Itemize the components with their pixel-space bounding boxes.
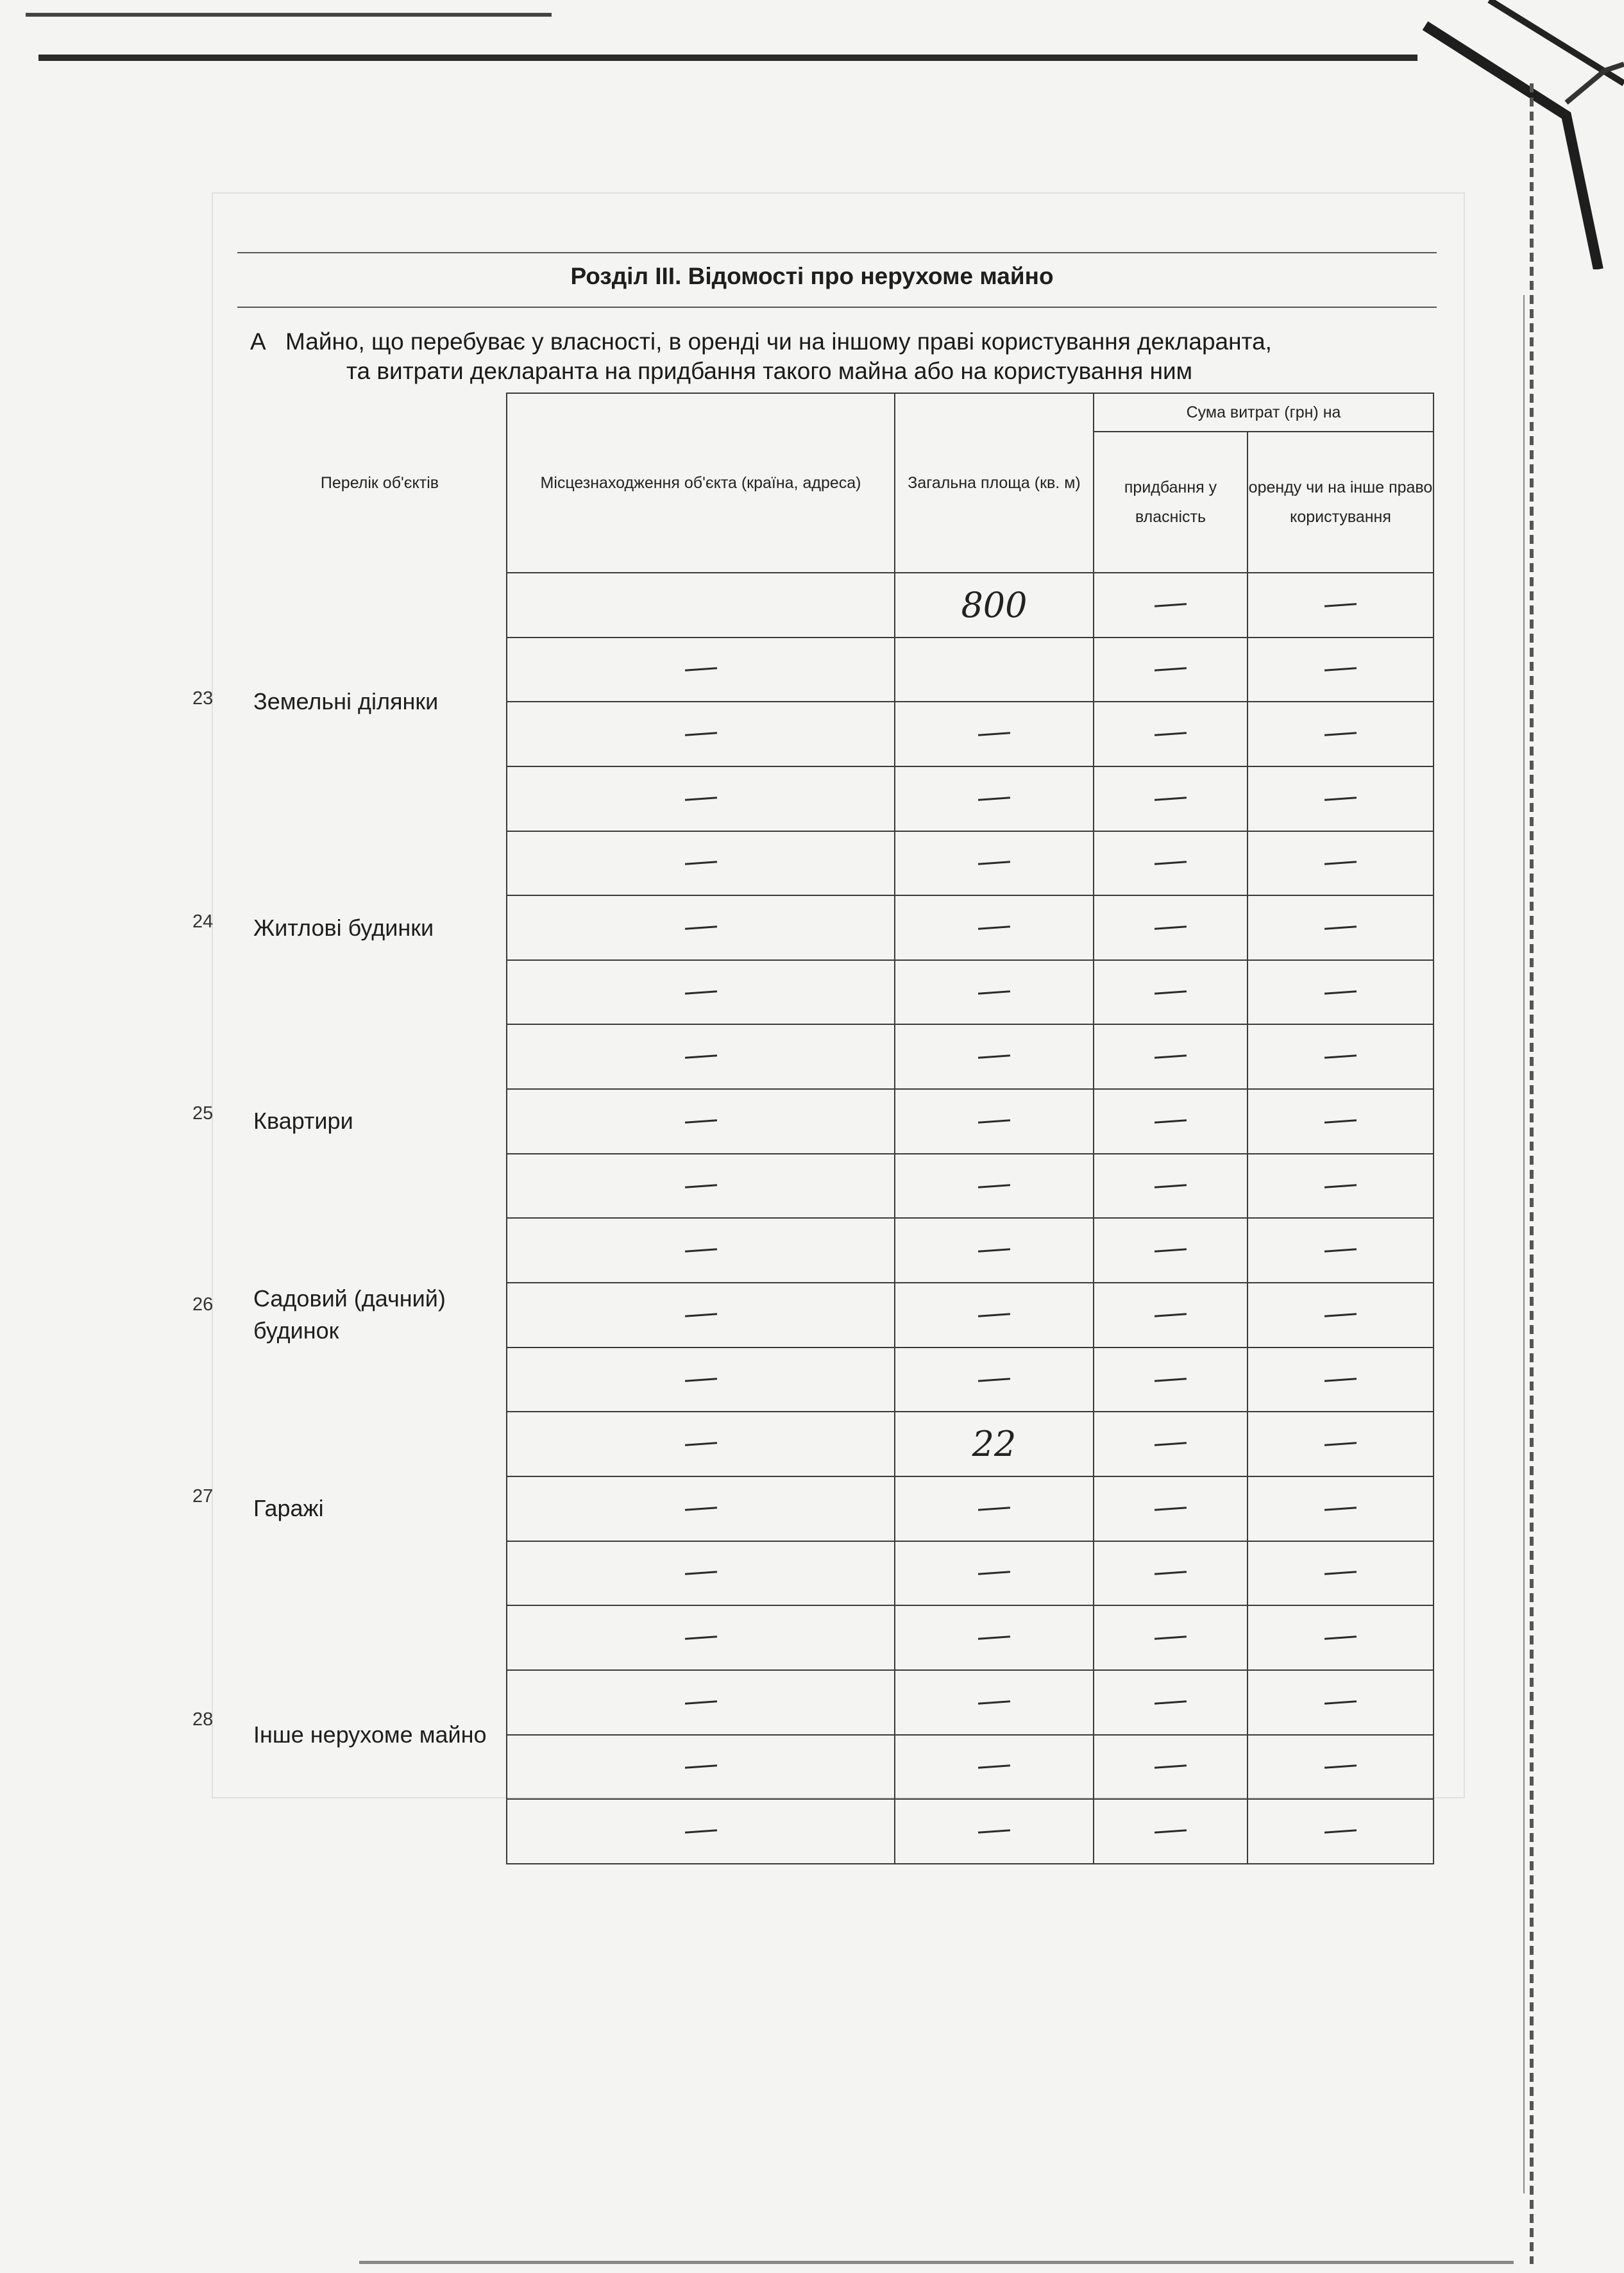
- cell-area: [895, 702, 1094, 766]
- cell-area: [895, 1799, 1094, 1864]
- handwritten-dash: [978, 1635, 1010, 1639]
- handwritten-dash: [978, 861, 1010, 865]
- category-label: [253, 831, 507, 1025]
- category-label-text: Земельні ділянки: [253, 688, 439, 715]
- cell-area: [895, 1283, 1094, 1348]
- cell-location: [507, 1218, 895, 1283]
- cell-purchase: [1094, 1154, 1248, 1219]
- cell-rent: [1248, 1735, 1434, 1800]
- cell-location: [507, 1799, 895, 1864]
- cell-purchase: [1094, 1735, 1248, 1800]
- handwritten-dash: [1324, 1765, 1357, 1769]
- header-area: Загальна площа (кв. м): [895, 393, 1094, 573]
- cell-location: [507, 573, 895, 638]
- handwritten-dash: [1324, 1313, 1357, 1317]
- cell-purchase: [1094, 1089, 1248, 1154]
- handwritten-dash: [1324, 1184, 1357, 1188]
- section-title: Розділ III. Відомості про нерухоме майно: [570, 263, 1054, 289]
- handwritten-dash: [684, 1635, 716, 1639]
- handwritten-dash: [1155, 1829, 1187, 1833]
- handwritten-dash: [1324, 732, 1357, 736]
- handwritten-dash: [1324, 1055, 1357, 1059]
- handwritten-dash: [978, 1119, 1010, 1123]
- cell-purchase: [1094, 766, 1248, 831]
- table-row: [253, 1024, 1434, 1089]
- handwritten-dash: [1155, 1507, 1187, 1510]
- handwritten-dash: [684, 1829, 716, 1833]
- cell-purchase: [1094, 573, 1248, 638]
- handwritten-dash: [684, 1184, 716, 1188]
- cell-purchase: [1094, 1412, 1248, 1476]
- cell-purchase: [1094, 1541, 1248, 1606]
- category-label-text: Садовий (дачний) будинок: [253, 1285, 446, 1344]
- handwritten-dash: [684, 797, 716, 800]
- handwritten-dash: [1155, 732, 1187, 736]
- handwritten-dash: [1324, 603, 1357, 607]
- cell-area: [895, 895, 1094, 960]
- handwritten-dash: [1155, 668, 1187, 672]
- handwritten-dash: [978, 1184, 1010, 1188]
- cell-rent: [1248, 960, 1434, 1025]
- cell-purchase: [1094, 1476, 1248, 1541]
- cell-rent: [1248, 1476, 1434, 1541]
- cell-location: [507, 1605, 895, 1670]
- handwritten-dash: [684, 1119, 716, 1123]
- handwritten-dash: [684, 1313, 716, 1317]
- handwritten-value: 800: [961, 584, 1028, 625]
- table-row: [253, 1605, 1434, 1670]
- handwritten-dash: [1155, 797, 1187, 800]
- cell-rent: [1248, 766, 1434, 831]
- cell-purchase: [1094, 1605, 1248, 1670]
- cell-location: [507, 1670, 895, 1735]
- handwritten-dash: [1324, 1378, 1357, 1382]
- cell-rent: [1248, 638, 1434, 702]
- table-row: [253, 1412, 1434, 1476]
- handwritten-dash: [1155, 603, 1187, 607]
- subsection-text-line1: Майно, що перебуває у власності, в оренді чи на іншому праві користування декларанта,: [285, 328, 1272, 355]
- handwritten-dash: [978, 1765, 1010, 1769]
- cell-purchase: [1094, 1670, 1248, 1735]
- handwritten-dash: [1155, 1765, 1187, 1769]
- row-number: 27: [192, 1485, 214, 1507]
- cell-rent: [1248, 1412, 1434, 1476]
- title-bottom-rule: [237, 307, 1437, 308]
- title-top-rule: [237, 252, 1437, 253]
- handwritten-dash: [1155, 1313, 1187, 1317]
- cell-area: [895, 1735, 1094, 1800]
- cell-purchase: [1094, 1799, 1248, 1864]
- cell-location: [507, 1024, 895, 1089]
- handwritten-dash: [1324, 1635, 1357, 1639]
- cell-purchase: [1094, 960, 1248, 1025]
- handwritten-dash: [1155, 1378, 1187, 1382]
- cell-rent: [1248, 1348, 1434, 1412]
- cell-location: [507, 1154, 895, 1219]
- handwritten-dash: [684, 861, 716, 865]
- handwritten-dash: [1155, 1571, 1187, 1575]
- handwritten-dash: [978, 1829, 1010, 1833]
- handwritten-dash: [978, 1700, 1010, 1704]
- cell-location: [507, 1735, 895, 1800]
- handwritten-dash: [978, 1507, 1010, 1510]
- handwritten-dash: [1155, 1055, 1187, 1059]
- handwritten-dash: [684, 1248, 716, 1252]
- handwritten-dash: [684, 1055, 716, 1059]
- cell-area: [895, 1412, 1094, 1476]
- handwritten-dash: [978, 1313, 1010, 1317]
- cell-area: [895, 1089, 1094, 1154]
- cell-area: [895, 1670, 1094, 1735]
- cell-rent: [1248, 1541, 1434, 1606]
- cell-rent: [1248, 1089, 1434, 1154]
- cell-area: [895, 573, 1094, 638]
- handwritten-dash: [1155, 1635, 1187, 1639]
- table-row: [253, 573, 1434, 638]
- cell-location: [507, 1476, 895, 1541]
- category-label-text: Гаражі: [253, 1495, 324, 1522]
- cell-area: [895, 1476, 1094, 1541]
- cell-location: [507, 702, 895, 766]
- row-number: 25: [192, 1103, 214, 1124]
- cell-rent: [1248, 1283, 1434, 1348]
- handwritten-dash: [1324, 1119, 1357, 1123]
- handwritten-dash: [978, 732, 1010, 736]
- header-expenses: Сума витрат (грн) на: [1094, 393, 1434, 432]
- cell-rent: [1248, 895, 1434, 960]
- handwritten-dash: [684, 990, 716, 994]
- category-label: [253, 573, 507, 831]
- scan-artifact-line: [359, 2261, 1514, 2264]
- category-label: [253, 1218, 507, 1412]
- handwritten-dash: [978, 1055, 1010, 1059]
- category-label-text: Житлові будинки: [253, 914, 434, 941]
- category-label-text: Квартири: [253, 1108, 353, 1135]
- cell-area: [895, 1348, 1094, 1412]
- handwritten-dash: [1155, 1184, 1187, 1188]
- cell-rent: [1248, 831, 1434, 896]
- cell-location: [507, 831, 895, 896]
- category-label: [253, 1605, 507, 1864]
- row-number: 23: [192, 688, 214, 709]
- cell-location: [507, 1089, 895, 1154]
- cell-area: [895, 766, 1094, 831]
- handwritten-dash: [684, 1571, 716, 1575]
- cell-rent: [1248, 573, 1434, 638]
- handwritten-dash: [1155, 1119, 1187, 1123]
- handwritten-dash: [1324, 861, 1357, 865]
- cell-area: [895, 1218, 1094, 1283]
- real-estate-table: [253, 393, 1434, 1864]
- category-label-text: Інше нерухоме майно: [253, 1721, 487, 1748]
- cell-rent: [1248, 1799, 1434, 1864]
- scan-artifact-line: [38, 55, 1417, 61]
- cell-purchase: [1094, 1348, 1248, 1412]
- cell-rent: [1248, 1605, 1434, 1670]
- category-label: [253, 1024, 507, 1218]
- handwritten-dash: [1324, 1700, 1357, 1704]
- handwritten-dash: [978, 1571, 1010, 1575]
- table-row: [253, 831, 1434, 896]
- handwritten-dash: [1324, 1571, 1357, 1575]
- handwritten-dash: [1324, 1829, 1357, 1833]
- handwritten-dash: [1324, 1248, 1357, 1252]
- handwritten-dash: [1324, 1507, 1357, 1510]
- handwritten-dash: [1324, 990, 1357, 994]
- cell-location: [507, 766, 895, 831]
- handwritten-dash: [978, 990, 1010, 994]
- header-objects: Перелік об'єктів: [253, 393, 507, 573]
- subsection-letter: А: [250, 328, 266, 355]
- subsection-text-line2: та витрати декларанта на придбання такого майна або на користування ним: [346, 358, 1193, 384]
- header-purchase: придбання у власність: [1094, 432, 1248, 573]
- handwritten-dash: [684, 1507, 716, 1510]
- header-location: Місцезнаходження об'єкта (країна, адреса): [507, 393, 895, 573]
- handwritten-dash: [978, 1248, 1010, 1252]
- cell-purchase: [1094, 638, 1248, 702]
- handwritten-dash: [1155, 1248, 1187, 1252]
- cell-location: [507, 1348, 895, 1412]
- handwritten-dash: [1155, 1700, 1187, 1704]
- cell-purchase: [1094, 895, 1248, 960]
- handwritten-dash: [978, 925, 1010, 929]
- handwritten-dash: [684, 1378, 716, 1382]
- scan-edge: [1530, 83, 1534, 2264]
- table-row: [253, 1218, 1434, 1283]
- cell-location: [507, 1541, 895, 1606]
- cell-area: [895, 1541, 1094, 1606]
- category-label: [253, 1412, 507, 1605]
- cell-rent: [1248, 1154, 1434, 1219]
- handwritten-value: 22: [972, 1424, 1017, 1465]
- cell-rent: [1248, 702, 1434, 766]
- cell-area: [895, 638, 1094, 702]
- scan-artifact-line: [26, 13, 552, 17]
- cell-purchase: [1094, 702, 1248, 766]
- handwritten-dash: [1155, 990, 1187, 994]
- handwritten-dash: [684, 925, 716, 929]
- handwritten-dash: [1324, 668, 1357, 672]
- cell-area: [895, 831, 1094, 896]
- scan-edge: [1523, 295, 1525, 2193]
- cell-location: [507, 960, 895, 1025]
- handwritten-dash: [1324, 925, 1357, 929]
- cell-purchase: [1094, 831, 1248, 896]
- handwritten-dash: [1324, 1442, 1357, 1446]
- handwritten-dash: [1155, 861, 1187, 865]
- row-number: 28: [192, 1709, 214, 1730]
- cell-location: [507, 1283, 895, 1348]
- row-number: 24: [192, 911, 214, 933]
- handwritten-dash: [978, 1378, 1010, 1382]
- handwritten-dash: [684, 732, 716, 736]
- row-number: 26: [192, 1294, 214, 1315]
- cell-purchase: [1094, 1218, 1248, 1283]
- cell-purchase: [1094, 1024, 1248, 1089]
- handwritten-dash: [1155, 1442, 1187, 1446]
- cell-area: [895, 1605, 1094, 1670]
- cell-location: [507, 638, 895, 702]
- handwritten-dash: [684, 1765, 716, 1769]
- cell-purchase: [1094, 1283, 1248, 1348]
- cell-area: [895, 1024, 1094, 1089]
- header-rent: оренду чи на інше право користування: [1248, 432, 1434, 573]
- cell-location: [507, 895, 895, 960]
- handwritten-dash: [978, 797, 1010, 800]
- handwritten-dash: [684, 1442, 716, 1446]
- handwritten-dash: [684, 668, 716, 672]
- cell-rent: [1248, 1024, 1434, 1089]
- cell-rent: [1248, 1218, 1434, 1283]
- cell-area: [895, 960, 1094, 1025]
- handwritten-dash: [1324, 797, 1357, 800]
- handwritten-dash: [1155, 925, 1187, 929]
- cell-location: [507, 1412, 895, 1476]
- handwritten-dash: [684, 1700, 716, 1704]
- cell-area: [895, 1154, 1094, 1219]
- cell-rent: [1248, 1670, 1434, 1735]
